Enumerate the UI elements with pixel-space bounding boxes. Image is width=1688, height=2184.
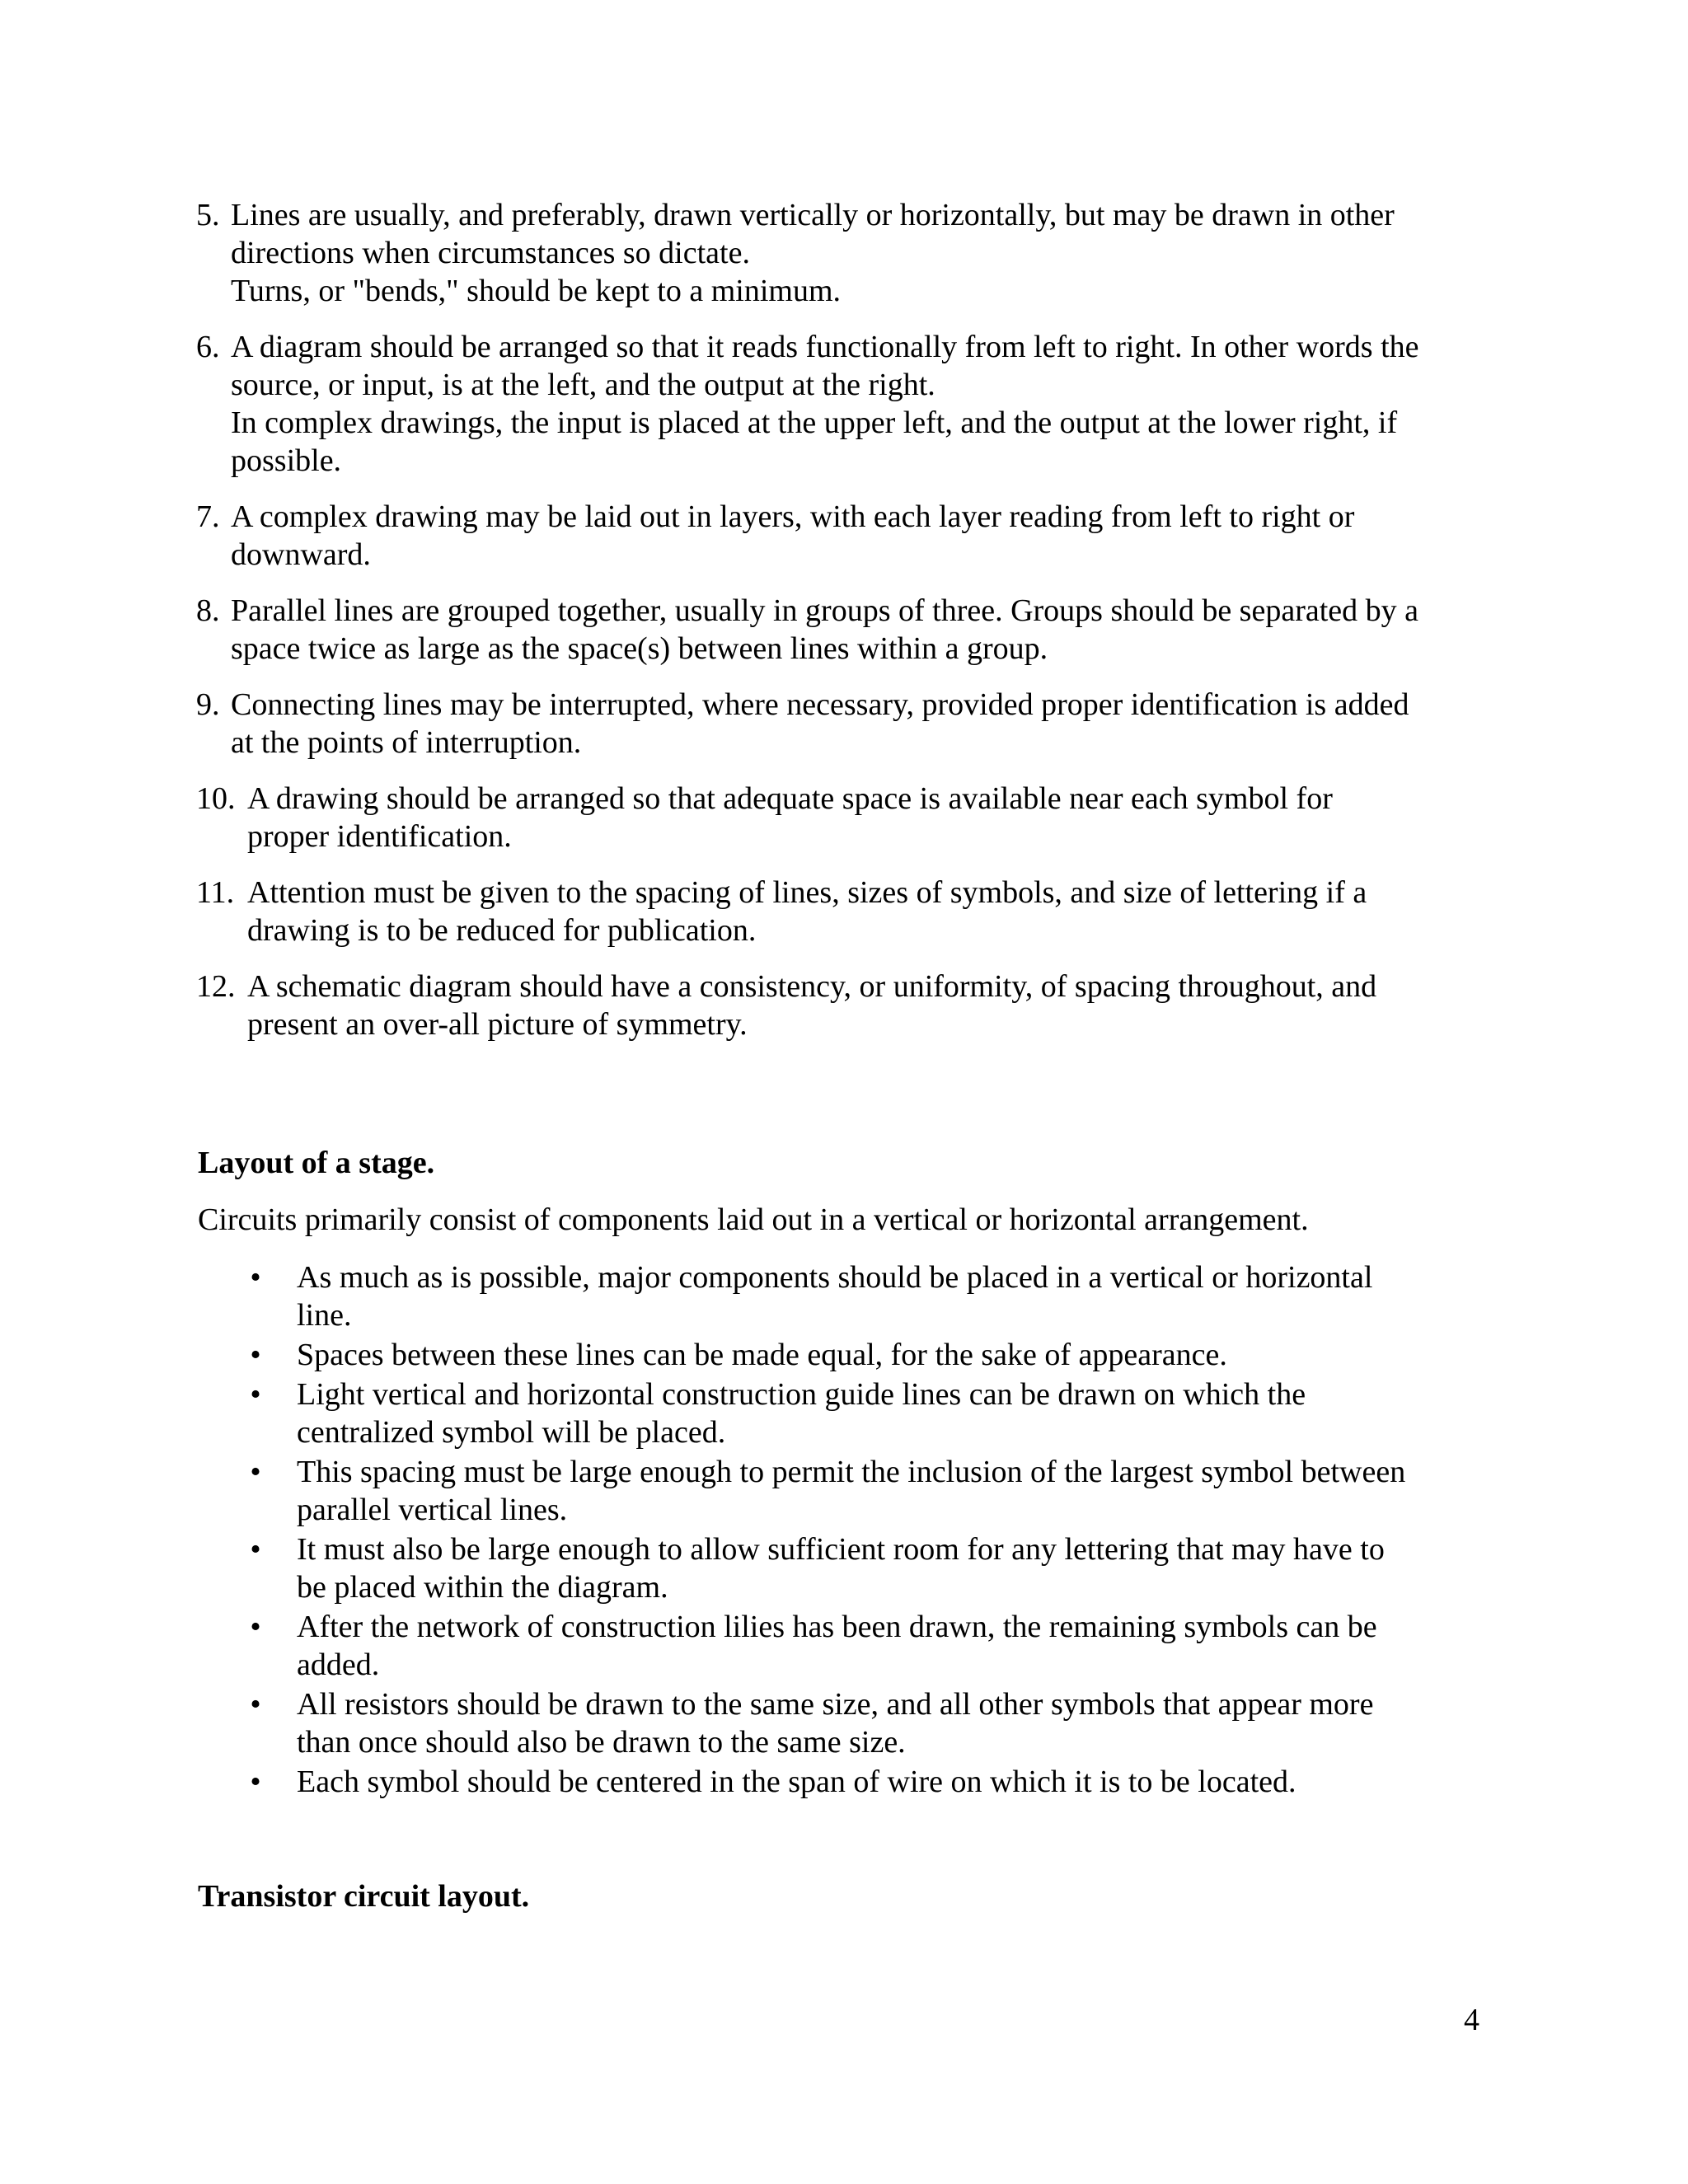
bullet-item	[247, 1608, 1484, 1684]
item-line: Connecting lines may be interrupted, where necessary, provided proper identification is added	[231, 687, 1409, 722]
item-line: Parallel lines are grouped together, usually in groups of three. Groups should be separated by a	[231, 593, 1419, 628]
item-text	[196, 196, 1498, 310]
item-line: A schematic diagram should have a consistency, or uniformity, of spacing throughout, and	[247, 969, 1377, 1004]
bullet-line: After the network of construction lilies has been drawn, the remaining symbols can be	[297, 1610, 1377, 1644]
item-number: 5.	[196, 198, 220, 232]
list-item	[196, 874, 1498, 949]
item-number: 9.	[196, 687, 220, 722]
item-line: space twice as large as the space(s) between lines within a group.	[231, 631, 1048, 666]
item-text	[196, 686, 1498, 762]
list-item	[196, 780, 1498, 855]
section-intro-paragraph: Circuits primarily consist of components laid out in a vertical or horizontal arrangement.	[198, 1202, 1309, 1237]
bullet-icon: •	[250, 1455, 261, 1489]
item-line: A drawing should be arranged so that adequate space is available near each symbol for	[247, 781, 1333, 816]
bullet-item	[247, 1453, 1484, 1529]
bullet-item	[247, 1336, 1484, 1374]
bullet-icon: •	[250, 1338, 261, 1372]
item-number: 10.	[196, 781, 236, 816]
item-line: Attention must be given to the spacing of lines, sizes of symbols, and size of lettering if a	[247, 875, 1367, 910]
item-number: 12.	[196, 969, 236, 1004]
item-number: 7.	[196, 499, 220, 534]
list-item	[196, 196, 1498, 310]
section-heading-layout-of-a-stage: Layout of a stage.	[198, 1146, 435, 1180]
item-line: In complex drawings, the input is placed at the upper left, and the output at the lower right, if	[231, 405, 1398, 440]
item-line: Lines are usually, and preferably, drawn vertically or horizontally, but may be drawn in other	[231, 198, 1395, 232]
bullet-icon: •	[250, 1377, 261, 1412]
list-item	[196, 498, 1498, 574]
bullet-line: Light vertical and horizontal construction guide lines can be drawn on which the	[297, 1377, 1306, 1412]
item-number: 11.	[196, 875, 235, 910]
item-text	[196, 780, 1498, 855]
layout-bullet-list	[247, 1258, 1484, 1802]
bullet-item	[247, 1258, 1484, 1334]
item-line: drawing is to be reduced for publication.	[247, 913, 757, 948]
bullet-line: centralized symbol will be placed.	[297, 1415, 726, 1450]
item-line: proper identification.	[247, 819, 512, 854]
bullet-line: than once should also be drawn to the same size.	[297, 1725, 906, 1760]
item-line: downward.	[231, 537, 371, 572]
item-line: possible.	[231, 443, 342, 478]
bullet-line: added.	[297, 1647, 380, 1682]
bullet-line: It must also be large enough to allow sufficient room for any lettering that may have to	[297, 1532, 1385, 1567]
section-heading-transistor-circuit-layout: Transistor circuit layout.	[198, 1879, 530, 1914]
bullet-icon: •	[250, 1765, 261, 1799]
list-item	[196, 592, 1498, 668]
item-text	[196, 498, 1498, 574]
bullet-line: All resistors should be drawn to the same size, and all other symbols that appear more	[297, 1687, 1374, 1722]
bullet-icon: •	[250, 1260, 261, 1295]
item-line: at the points of interruption.	[231, 725, 582, 760]
item-line: Turns, or "bends," should be kept to a minimum.	[231, 274, 841, 308]
bullet-icon: •	[250, 1532, 261, 1567]
item-line: source, or input, is at the left, and the output at the right.	[231, 368, 935, 402]
bullet-line: line.	[297, 1298, 352, 1333]
bullet-line: This spacing must be large enough to permit the inclusion of the largest symbol between	[297, 1455, 1406, 1489]
list-item	[196, 968, 1498, 1043]
bullet-line: As much as is possible, major components should be placed in a vertical or horizontal	[297, 1260, 1373, 1295]
bullet-item	[247, 1763, 1484, 1801]
page-number: 4	[1464, 2003, 1479, 2037]
bullet-line: Each symbol should be centered in the span of wire on which it is to be located.	[297, 1765, 1296, 1799]
item-number: 8.	[196, 593, 220, 628]
bullet-line: be placed within the diagram.	[297, 1570, 668, 1605]
bullet-line: Spaces between these lines can be made equal, for the sake of appearance.	[297, 1338, 1227, 1372]
list-item	[196, 328, 1498, 480]
list-item	[196, 686, 1498, 762]
bullet-line: parallel vertical lines.	[297, 1493, 568, 1527]
bullet-icon: •	[250, 1610, 261, 1644]
item-number: 6.	[196, 330, 220, 364]
numbered-guidelines-list	[196, 196, 1498, 1062]
item-line: present an over-all picture of symmetry.	[247, 1007, 748, 1042]
bullet-item	[247, 1530, 1484, 1606]
item-text	[196, 968, 1498, 1043]
item-text	[196, 328, 1498, 480]
bullet-icon: •	[250, 1687, 261, 1722]
item-line: A diagram should be arranged so that it reads functionally from left to right. In other words the	[231, 330, 1419, 364]
item-line: directions when circumstances so dictate.	[231, 236, 750, 270]
item-line: A complex drawing may be laid out in layers, with each layer reading from left to right or	[231, 499, 1355, 534]
bullet-item	[247, 1376, 1484, 1451]
item-text	[196, 592, 1498, 668]
item-text	[196, 874, 1498, 949]
bullet-item	[247, 1685, 1484, 1761]
